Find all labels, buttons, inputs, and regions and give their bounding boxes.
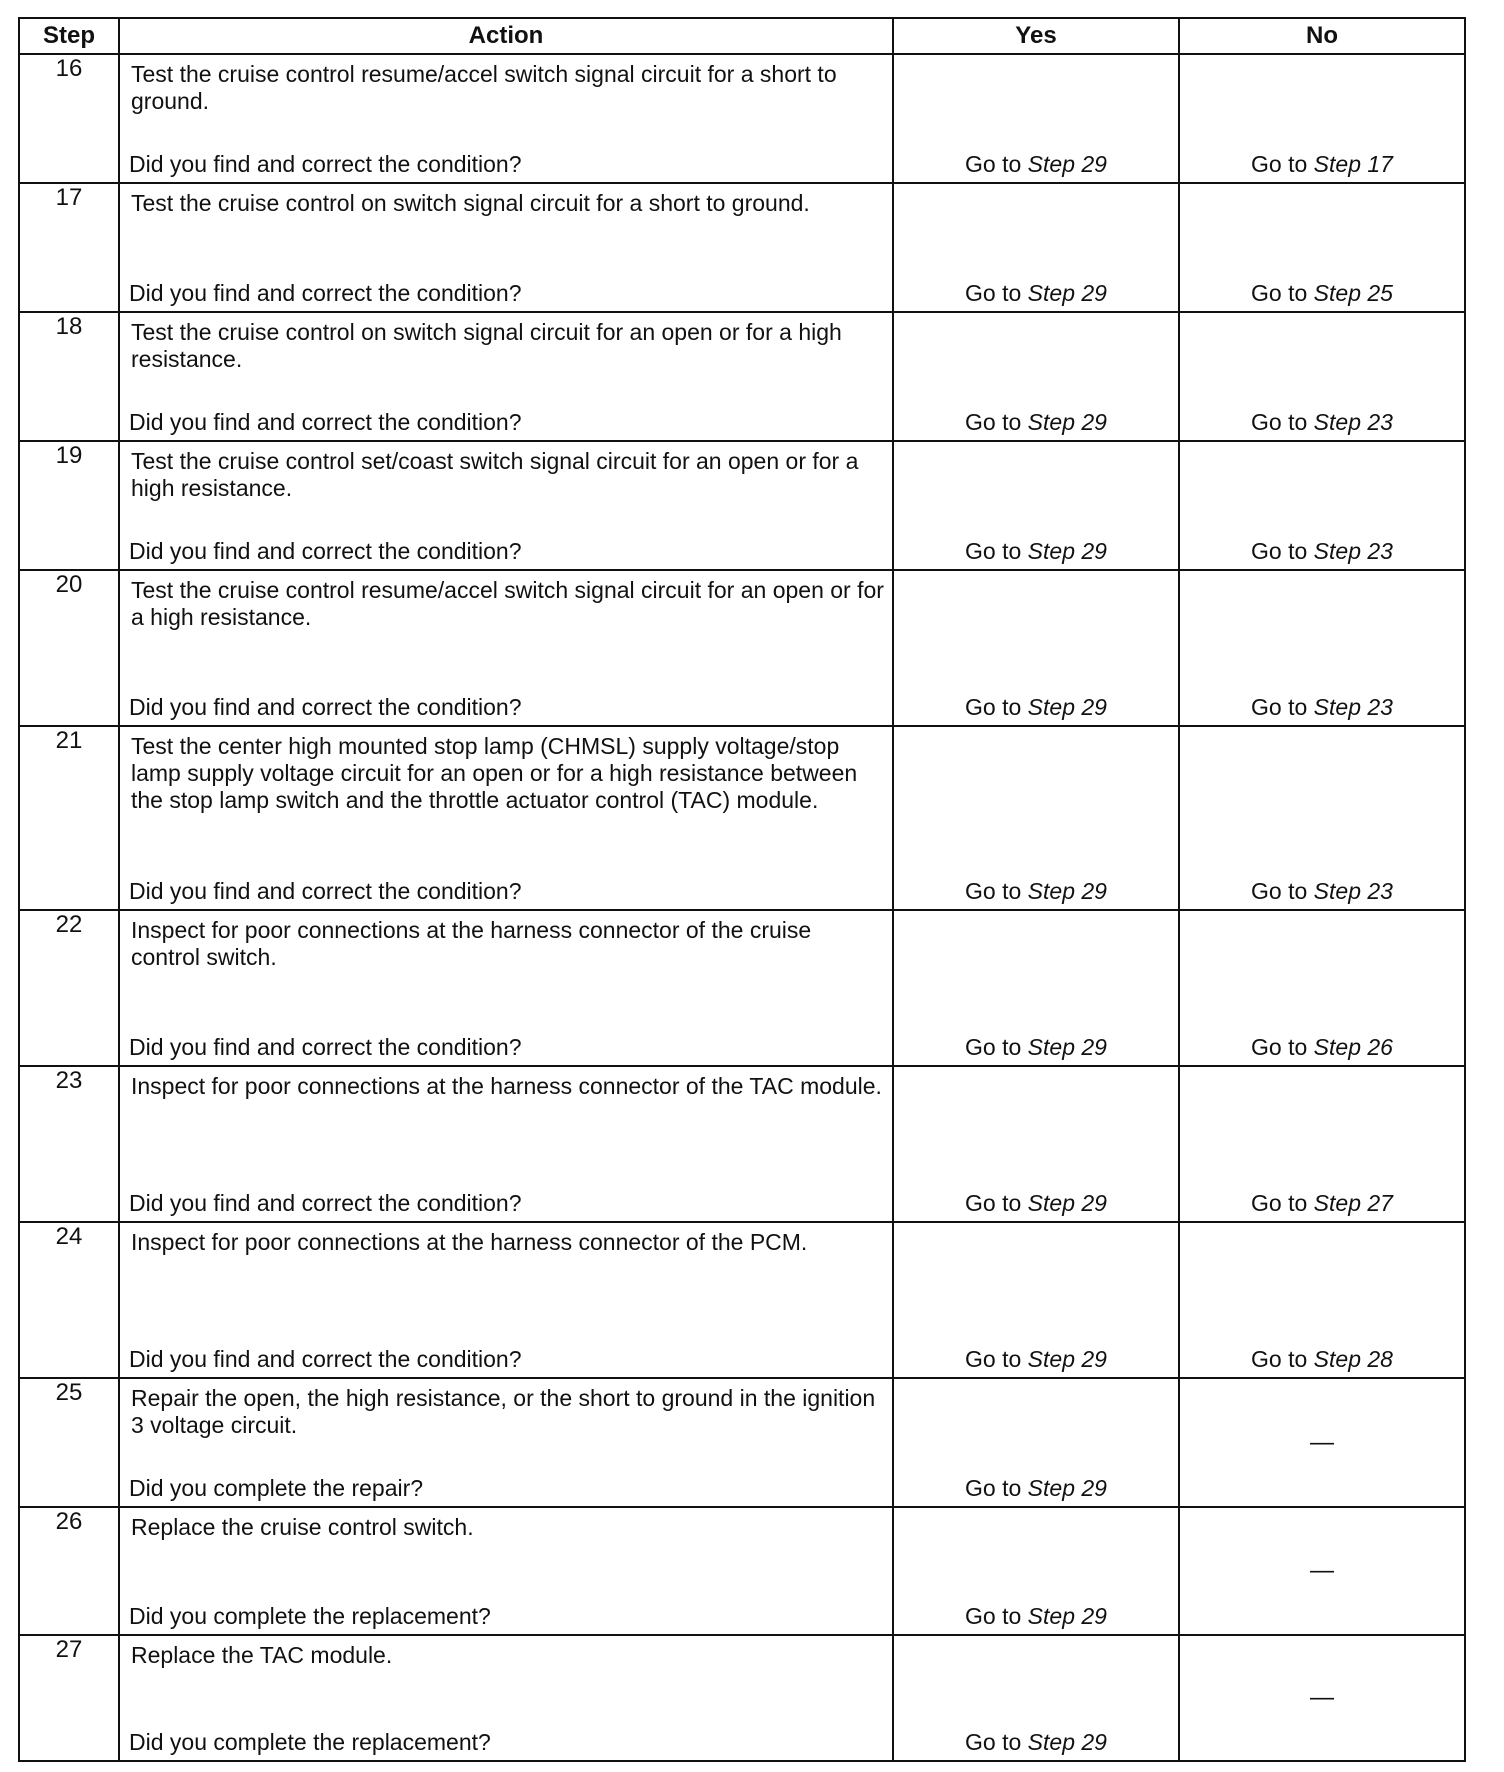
- no-goto: [1180, 878, 1464, 905]
- action-description: Inspect for poor connections at the harness connector of the PCM.: [131, 1229, 808, 1255]
- goto-prefix: Go to: [1251, 878, 1314, 904]
- goto-prefix: Go to: [965, 1346, 1028, 1372]
- step-number: 16: [19, 54, 119, 183]
- goto-step-link: Step 29: [1027, 409, 1107, 435]
- step-number: 26: [19, 1507, 119, 1635]
- action-cell: [119, 1222, 893, 1378]
- no-cell: [1179, 54, 1465, 183]
- yes-cell: [893, 183, 1179, 312]
- action-description: Test the cruise control on switch signal circuit for an open or for a high resistance.: [131, 319, 842, 372]
- table-header-row: [19, 18, 1465, 54]
- goto-step-link: Step 29: [1027, 878, 1107, 904]
- no-action-dash: —: [1310, 1684, 1334, 1711]
- yes-goto: [894, 409, 1178, 436]
- action-description: Inspect for poor connections at the harness connector of the cruise control switch.: [131, 917, 812, 970]
- no-goto: [1180, 1346, 1464, 1373]
- goto-step-link: Step 23: [1313, 694, 1393, 720]
- yes-cell: [893, 910, 1179, 1066]
- no-goto: [1180, 1034, 1464, 1061]
- goto-prefix: Go to: [965, 409, 1028, 435]
- goto-prefix: Go to: [1251, 280, 1314, 306]
- table-row: [19, 441, 1465, 570]
- yes-goto: [894, 1603, 1178, 1630]
- action-question: Did you find and correct the condition?: [129, 1190, 522, 1216]
- action-description: Test the cruise control set/coast switch signal circuit for an open or for a high resistance.: [131, 448, 859, 501]
- action-description: Test the cruise control resume/accel switch signal circuit for an open or for a high resistance.: [131, 577, 884, 630]
- action-question: Did you find and correct the condition?: [129, 280, 522, 306]
- goto-step-link: Step 28: [1313, 1346, 1393, 1372]
- goto-prefix: Go to: [1251, 409, 1314, 435]
- action-cell: [119, 570, 893, 726]
- no-cell: [1179, 312, 1465, 441]
- action-question: Did you find and correct the condition?: [129, 1346, 522, 1372]
- table-row: [19, 1378, 1465, 1507]
- no-cell: [1179, 1378, 1465, 1507]
- yes-cell: [893, 726, 1179, 910]
- yes-goto: [894, 1346, 1178, 1373]
- goto-step-link: Step 29: [1027, 151, 1107, 177]
- yes-goto: [894, 878, 1178, 905]
- action-description: Inspect for poor connections at the harness connector of the TAC module.: [131, 1073, 882, 1099]
- goto-prefix: Go to: [1251, 1346, 1314, 1372]
- goto-step-link: Step 29: [1027, 1034, 1107, 1060]
- goto-prefix: Go to: [965, 151, 1028, 177]
- goto-step-link: Step 27: [1313, 1190, 1393, 1216]
- no-cell: [1179, 1066, 1465, 1222]
- no-cell: [1179, 910, 1465, 1066]
- header-step: Step: [19, 18, 119, 54]
- step-number: 23: [19, 1066, 119, 1222]
- header-yes: Yes: [893, 18, 1179, 54]
- table-row: [19, 726, 1465, 910]
- action-question: Did you find and correct the condition?: [129, 694, 522, 720]
- action-cell: [119, 1066, 893, 1222]
- yes-goto: [894, 1729, 1178, 1756]
- step-number: 27: [19, 1635, 119, 1761]
- step-number: 19: [19, 441, 119, 570]
- goto-step-link: Step 23: [1313, 538, 1393, 564]
- action-cell: [119, 910, 893, 1066]
- action-description: Test the cruise control on switch signal circuit for a short to ground.: [131, 190, 810, 216]
- action-question: Did you find and correct the condition?: [129, 1034, 522, 1060]
- yes-cell: [893, 312, 1179, 441]
- action-question: Did you find and correct the condition?: [129, 878, 522, 904]
- step-number: 18: [19, 312, 119, 441]
- no-cell: [1179, 1635, 1465, 1761]
- goto-prefix: Go to: [965, 280, 1028, 306]
- no-goto: [1180, 151, 1464, 178]
- header-action: Action: [119, 18, 893, 54]
- no-cell: [1179, 570, 1465, 726]
- goto-prefix: Go to: [1251, 1190, 1314, 1216]
- step-number: 17: [19, 183, 119, 312]
- table-row: [19, 910, 1465, 1066]
- diagnostic-steps-table: [18, 17, 1466, 1762]
- yes-goto: [894, 694, 1178, 721]
- diagnostic-table-container: [18, 17, 1466, 1762]
- action-cell: [119, 1507, 893, 1635]
- no-cell: [1179, 1507, 1465, 1635]
- yes-cell: [893, 1635, 1179, 1761]
- step-number: 20: [19, 570, 119, 726]
- no-action-dash: —: [1310, 1557, 1334, 1584]
- no-cell: [1179, 441, 1465, 570]
- action-question: Did you complete the replacement?: [129, 1729, 491, 1755]
- yes-goto: [894, 1190, 1178, 1217]
- goto-step-link: Step 17: [1313, 151, 1393, 177]
- table-row: [19, 54, 1465, 183]
- goto-prefix: Go to: [965, 694, 1028, 720]
- goto-prefix: Go to: [965, 1034, 1028, 1060]
- table-row: [19, 1507, 1465, 1635]
- goto-step-link: Step 29: [1027, 1475, 1107, 1501]
- table-row: [19, 1222, 1465, 1378]
- no-goto: [1180, 694, 1464, 721]
- no-goto: [1180, 538, 1464, 565]
- action-question: Did you find and correct the condition?: [129, 538, 522, 564]
- action-description: Repair the open, the high resistance, or the short to ground in the ignition 3 voltage circuit.: [131, 1385, 876, 1438]
- yes-goto: [894, 538, 1178, 565]
- yes-cell: [893, 1507, 1179, 1635]
- step-number: 25: [19, 1378, 119, 1507]
- no-goto: [1180, 409, 1464, 436]
- table-row: [19, 570, 1465, 726]
- goto-step-link: Step 29: [1027, 694, 1107, 720]
- goto-prefix: Go to: [1251, 1034, 1314, 1060]
- goto-prefix: Go to: [965, 878, 1028, 904]
- action-question: Did you complete the repair?: [129, 1475, 424, 1501]
- no-action-dash: —: [1310, 1428, 1334, 1456]
- goto-step-link: Step 29: [1027, 280, 1107, 306]
- table-row: [19, 1635, 1465, 1761]
- no-cell: [1179, 1222, 1465, 1378]
- no-goto: [1180, 1190, 1464, 1217]
- table-row: [19, 1066, 1465, 1222]
- yes-goto: [894, 151, 1178, 178]
- action-cell: [119, 1635, 893, 1761]
- action-description: Replace the cruise control switch.: [131, 1514, 474, 1540]
- yes-cell: [893, 441, 1179, 570]
- goto-prefix: Go to: [965, 1729, 1028, 1755]
- goto-prefix: Go to: [1251, 151, 1314, 177]
- action-question: Did you complete the replacement?: [129, 1603, 491, 1629]
- goto-prefix: Go to: [965, 538, 1028, 564]
- table-row: [19, 183, 1465, 312]
- goto-prefix: Go to: [965, 1475, 1028, 1501]
- yes-cell: [893, 1066, 1179, 1222]
- goto-step-link: Step 29: [1027, 1346, 1107, 1372]
- action-cell: [119, 312, 893, 441]
- action-cell: [119, 54, 893, 183]
- action-question: Did you find and correct the condition?: [129, 409, 522, 435]
- step-number: 24: [19, 1222, 119, 1378]
- yes-goto: [894, 1034, 1178, 1061]
- goto-step-link: Step 29: [1027, 1190, 1107, 1216]
- goto-step-link: Step 23: [1313, 878, 1393, 904]
- table-row: [19, 312, 1465, 441]
- action-cell: [119, 726, 893, 910]
- yes-cell: [893, 54, 1179, 183]
- action-question: Did you find and correct the condition?: [129, 151, 522, 177]
- yes-goto: [894, 280, 1178, 307]
- no-cell: [1179, 183, 1465, 312]
- goto-prefix: Go to: [965, 1603, 1028, 1629]
- goto-step-link: Step 29: [1027, 538, 1107, 564]
- no-goto: [1180, 280, 1464, 307]
- step-number: 21: [19, 726, 119, 910]
- yes-cell: [893, 1222, 1179, 1378]
- action-cell: [119, 1378, 893, 1507]
- header-no: No: [1179, 18, 1465, 54]
- goto-prefix: Go to: [1251, 694, 1314, 720]
- goto-step-link: Step 29: [1027, 1729, 1107, 1755]
- goto-step-link: Step 23: [1313, 409, 1393, 435]
- action-cell: [119, 441, 893, 570]
- goto-prefix: Go to: [965, 1190, 1028, 1216]
- action-description: Test the cruise control resume/accel switch signal circuit for a short to ground.: [131, 61, 837, 114]
- goto-prefix: Go to: [1251, 538, 1314, 564]
- yes-cell: [893, 570, 1179, 726]
- action-description: Replace the TAC module.: [131, 1642, 393, 1668]
- goto-step-link: Step 26: [1313, 1034, 1393, 1060]
- step-number: 22: [19, 910, 119, 1066]
- yes-cell: [893, 1378, 1179, 1507]
- goto-step-link: Step 25: [1313, 280, 1393, 306]
- action-cell: [119, 183, 893, 312]
- action-description: Test the center high mounted stop lamp (CHMSL) supply voltage/stop lamp supply voltage circuit for an open or for a high resistance between the stop lamp switch and the throttle actuator control (TAC) module.: [131, 733, 858, 813]
- goto-step-link: Step 29: [1027, 1603, 1107, 1629]
- yes-goto: [894, 1475, 1178, 1502]
- no-cell: [1179, 726, 1465, 910]
